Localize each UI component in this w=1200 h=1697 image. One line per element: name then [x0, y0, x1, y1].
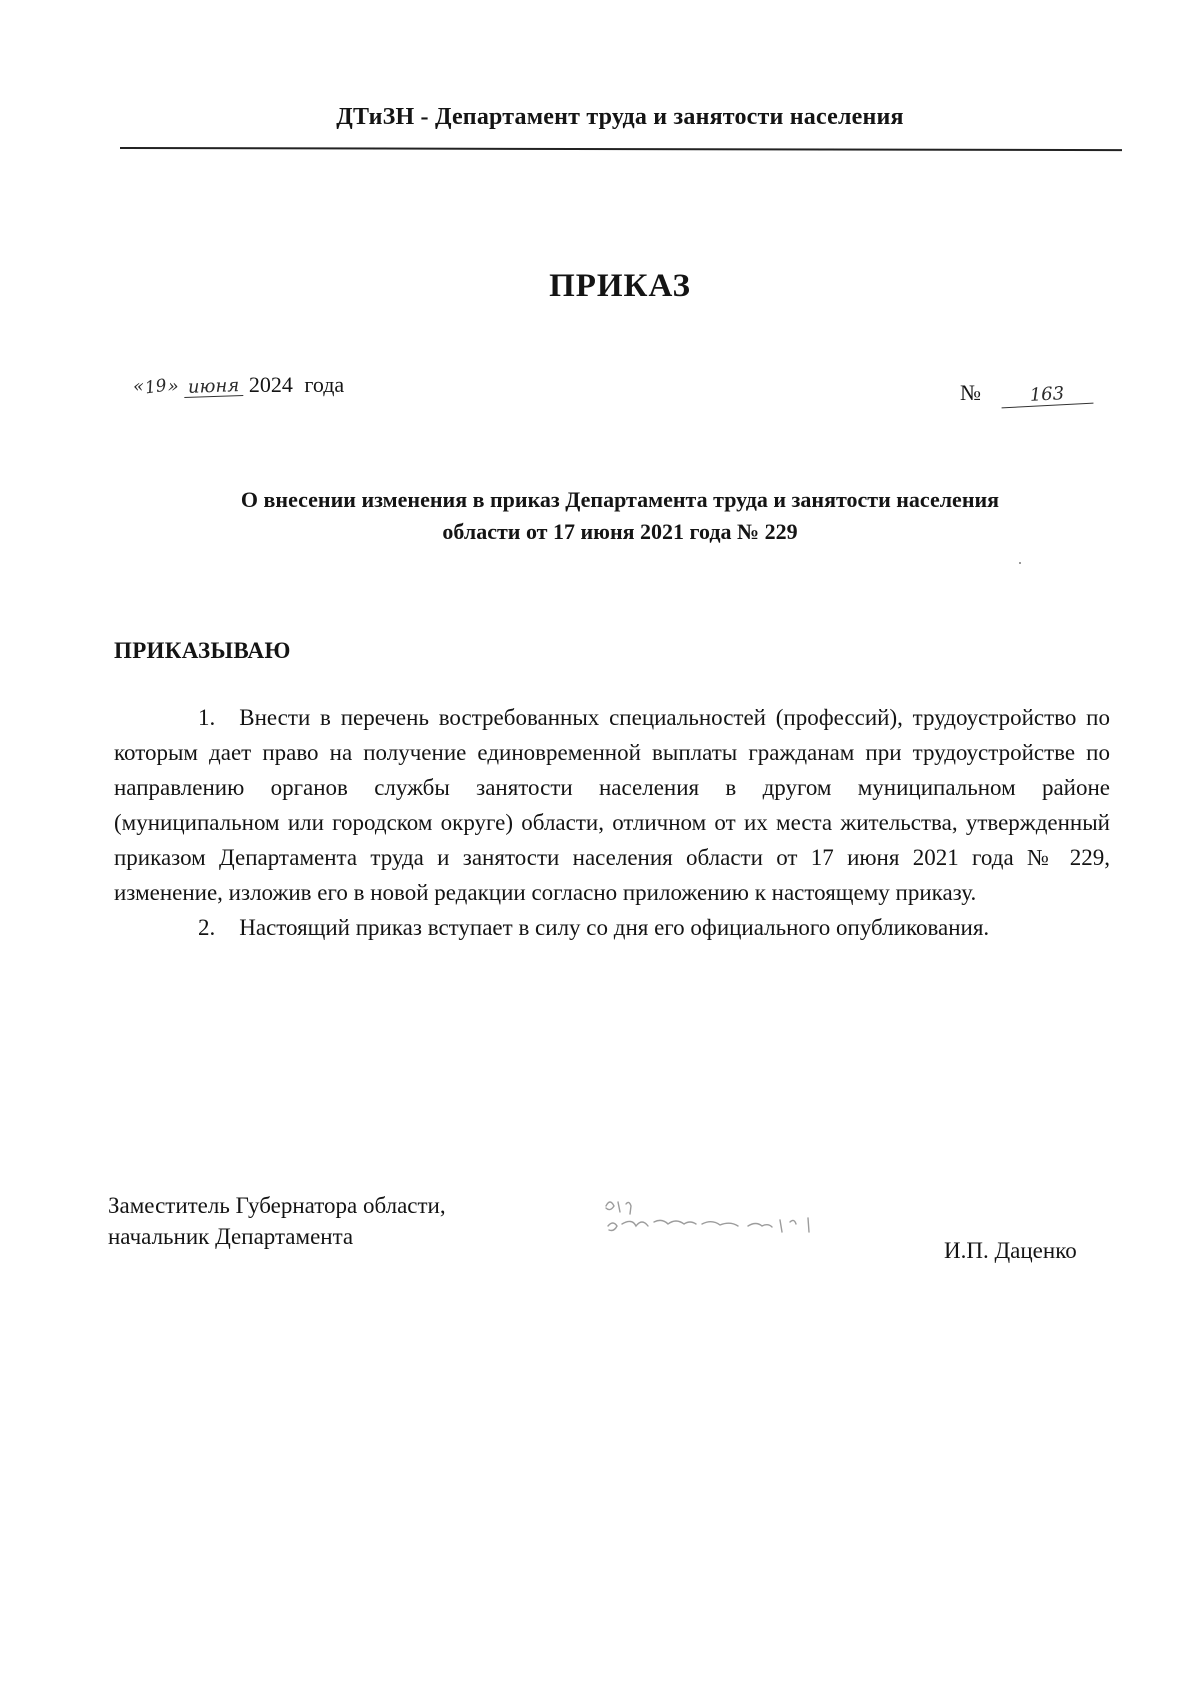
- document-title: ПРИКАЗ: [549, 268, 691, 304]
- number-label: №: [960, 380, 981, 405]
- signature-image: [602, 1192, 832, 1256]
- date-year-word: года: [304, 372, 345, 397]
- order-date: [133, 372, 344, 398]
- order-directive: ПРИКАЗЫВАЮ: [114, 638, 291, 663]
- header-divider: [120, 147, 1122, 151]
- date-month: июня: [184, 377, 244, 398]
- position-line-2: начальник Департамента: [108, 1224, 354, 1249]
- signatory-name: И.П. Даценко: [944, 1238, 1077, 1263]
- item-number: 2.: [198, 915, 216, 940]
- date-open-quote: «: [133, 376, 145, 397]
- subject-line-2: области от 17 июня 2021 года № 229: [442, 519, 798, 544]
- number-value: 163: [1000, 383, 1093, 409]
- signatory-position: [108, 1190, 446, 1252]
- position-line-1: Заместитель Губернатора области,: [108, 1193, 446, 1218]
- organization-header: ДТиЗН - Департамент труда и занятости населения: [336, 104, 904, 130]
- scan-speck: [1019, 562, 1021, 564]
- order-item: [114, 700, 1110, 910]
- date-close-quote: »: [167, 376, 179, 397]
- date-year: 2024: [248, 372, 293, 397]
- item-text: Настоящий приказ вступает в силу со дня его официального опубликования.: [239, 915, 990, 940]
- order-number: [960, 380, 1093, 406]
- order-body: [114, 700, 1110, 945]
- item-number: 1.: [198, 705, 216, 730]
- date-day: 19: [143, 375, 168, 399]
- item-text: Внести в перечень востребованных специальностей (профессий), трудоустройство по которым дает право на получение единовременной выплаты гражданам при трудоустройстве по направлению органов службы занятости населения в другом муниципальном районе (муниципальном или городском округе) области, отличном от их места жительства, утвержденный приказом Департамента труда и занятости населения области от 17 июня 2021 года № 229, изменение, изложив его в новой редакции согласно приложению к настоящему приказу.: [114, 705, 1110, 905]
- subject-line-1: О внесении изменения в приказ Департамента труда и занятости населения: [240, 487, 1000, 512]
- order-subject: [120, 484, 1120, 548]
- order-item: [114, 910, 1110, 945]
